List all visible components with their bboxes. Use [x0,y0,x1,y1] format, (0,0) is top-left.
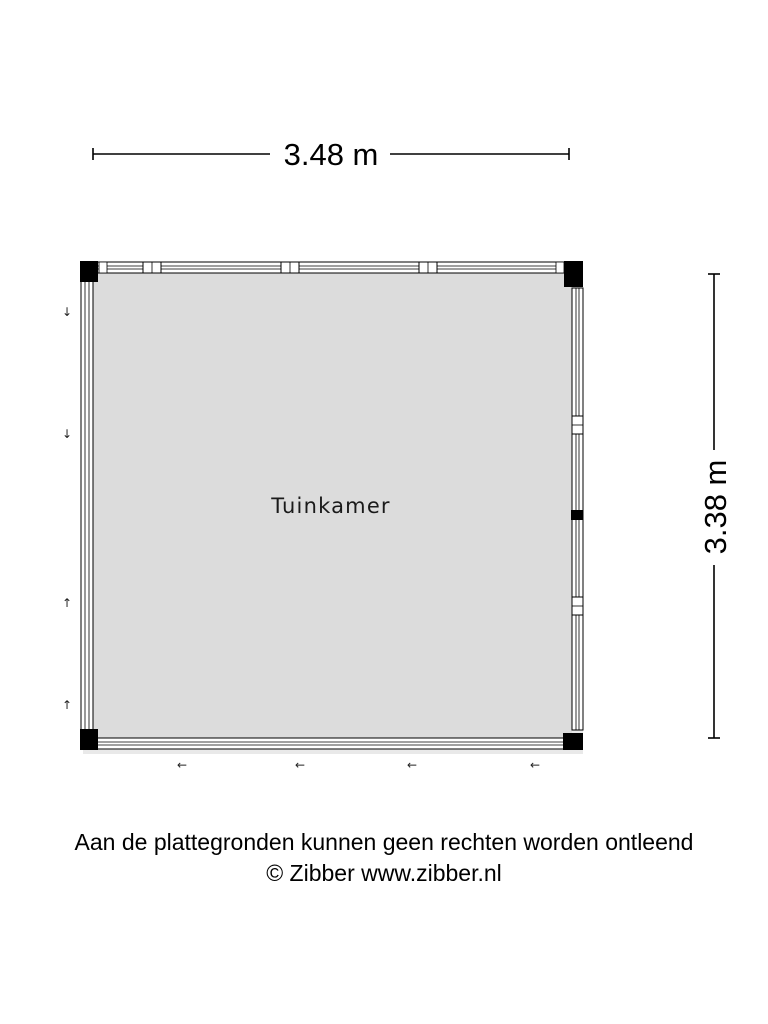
room-label: Tuinkamer [271,494,391,518]
slide-arrow-left-icon: ← [176,758,188,772]
top-wall-window [93,262,572,273]
corner-post-top-right [564,261,583,287]
slide-arrow-up-icon: ↑ [61,698,73,712]
bottom-wall-arrows [177,758,540,772]
corner-post-bottom-right [563,733,583,750]
slide-arrow-down-icon: ↓ [61,305,73,319]
width-dimension [93,137,569,172]
slide-arrow-up-icon: ↑ [61,596,73,610]
slide-arrow-left-icon: ← [294,758,306,772]
left-wall-arrows [62,305,72,712]
height-dimension [698,274,733,738]
room-tuinkamer [80,261,583,754]
slide-arrow-left-icon: ← [529,758,541,772]
left-wall-window [81,280,93,730]
corner-post-top-left [80,261,98,282]
right-wall-window [571,288,583,730]
copyright-text: © Zibber www.zibber.nl [266,860,502,886]
bottom-wall-window [93,738,572,749]
disclaimer-text: Aan de plattegronden kunnen geen rechten worden ontleend [74,829,694,855]
height-dimension-label: 3.38 m [698,459,733,555]
width-dimension-label: 3.48 m [283,137,379,172]
slide-arrow-down-icon: ↓ [61,427,73,441]
right-window-post [571,510,583,520]
corner-post-bottom-left [80,729,98,750]
slide-arrow-left-icon: ← [406,758,418,772]
